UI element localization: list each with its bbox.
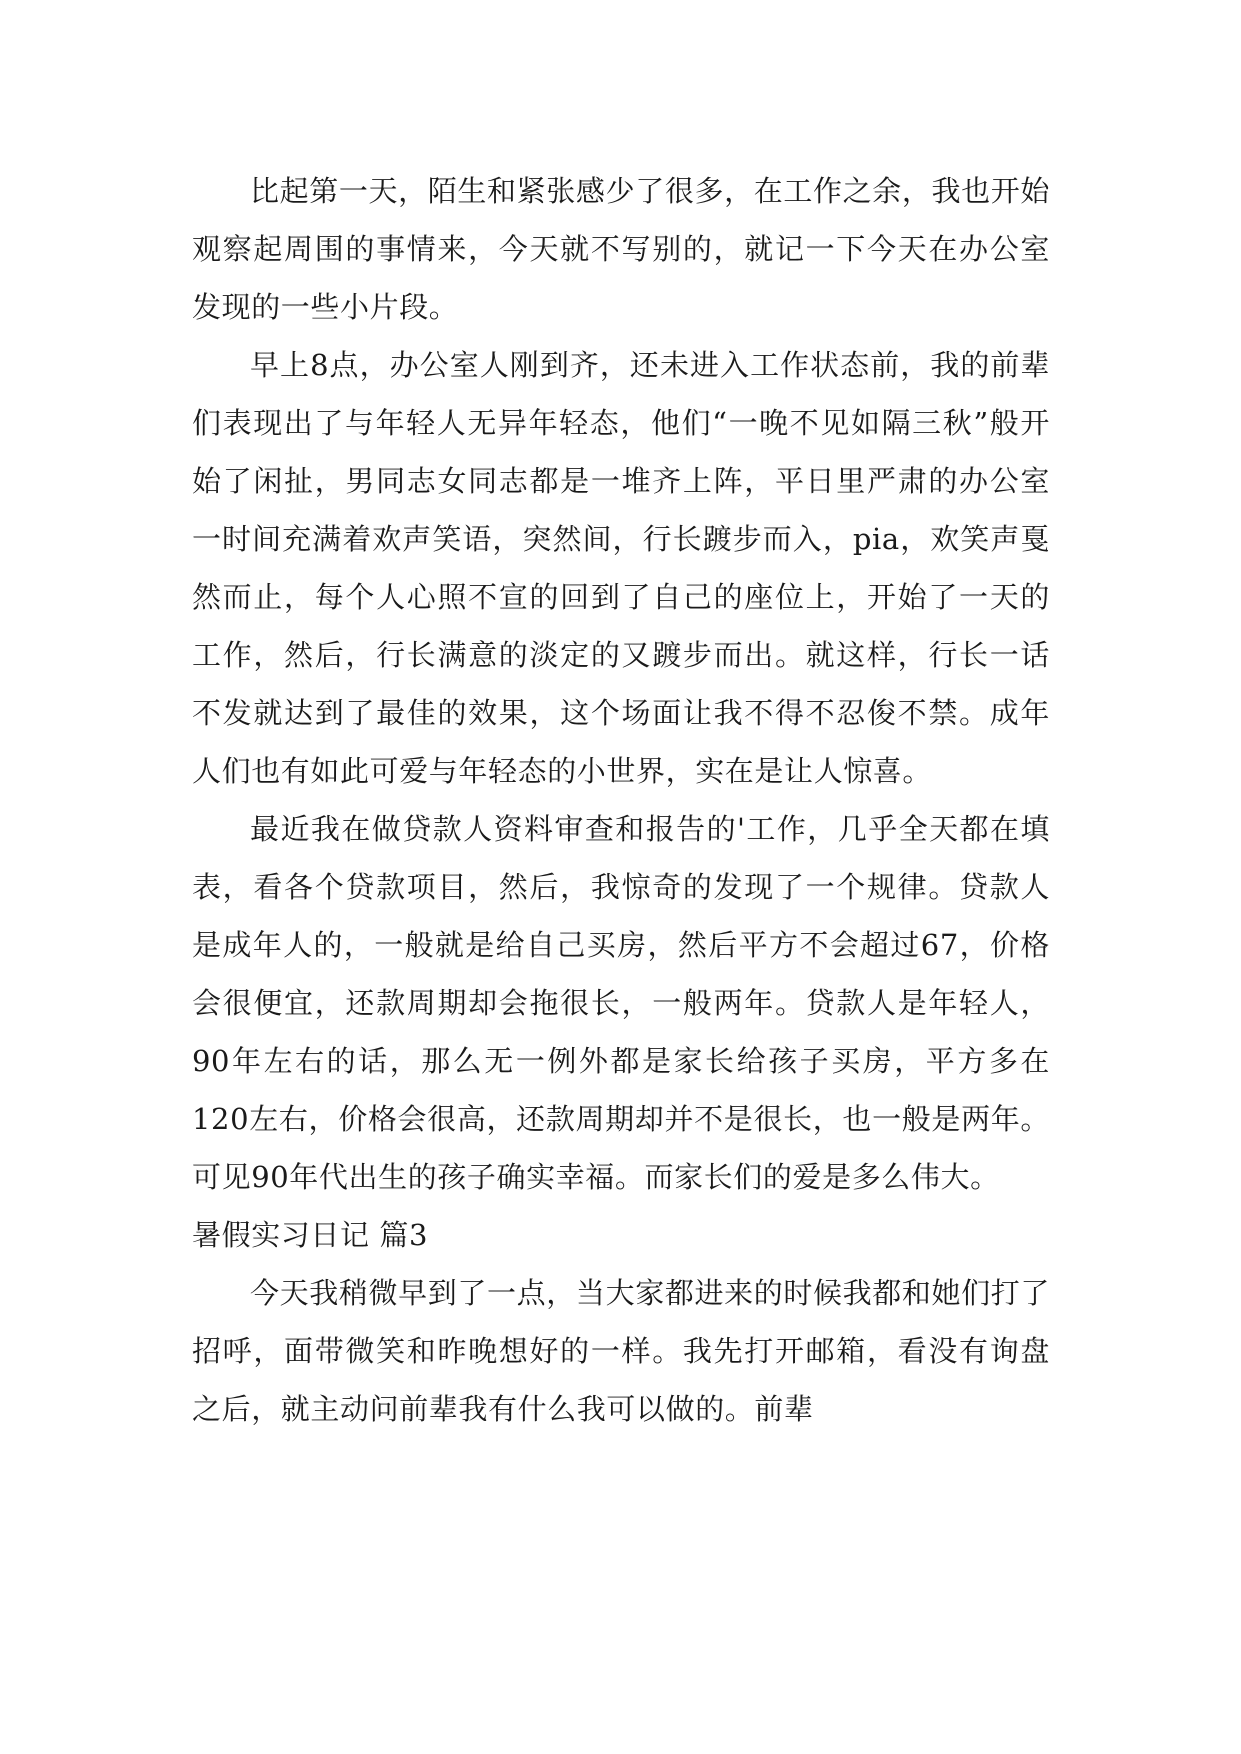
document-page xyxy=(192,162,1050,1438)
body-paragraph: 比起第一天，陌生和紧张感少了很多，在工作之余，我也开始观察起周围的事情来，今天就不写别的，就记一下今天在办公室发现的一些小片段。 xyxy=(192,174,1050,324)
body-paragraph: 今天我稍微早到了一点，当大家都进来的时候我都和她们打了招呼，面带微笑和昨晚想好的一样。我先打开邮箱，看没有询盘之后，就主动问前辈我有什么我可以做的。前辈 xyxy=(192,1276,1050,1426)
body-paragraph: 最近我在做贷款人资料审查和报告的'工作，几乎全天都在填表，看各个贷款项目，然后，我惊奇的发现了一个规律。贷款人是成年人的，一般就是给自己买房，然后平方不会超过67，价格会很便宜，还款周期却会拖很长，一般两年。贷款人是年轻人，90年左右的话，那么无一例外都是家长给孩子买房，平方多在120左右，价格会很高，还款周期却并不是很长，也一般是两年。可见90年代出生的孩子确实幸福。而家长们的爱是多么伟大。 xyxy=(192,812,1050,1194)
body-paragraph: 早上8点，办公室人刚到齐，还未进入工作状态前，我的前辈们表现出了与年轻人无异年轻态，他们“一晚不见如隔三秋”般开始了闲扯，男同志女同志都是一堆齐上阵，平日里严肃的办公室一时间充满着欢声笑语，突然间，行长踱步而入，pia，欢笑声戛然而止，每个人心照不宣的回到了自己的座位上，开始了一天的工作，然后，行长满意的淡定的又踱步而出。就这样，行长一话不发就达到了最佳的效果，这个场面让我不得不忍俊不禁。成年人们也有如此可爱与年轻态的小世界，实在是让人惊喜。 xyxy=(192,348,1050,788)
section-heading: 暑假实习日记 篇3 xyxy=(192,1218,429,1252)
